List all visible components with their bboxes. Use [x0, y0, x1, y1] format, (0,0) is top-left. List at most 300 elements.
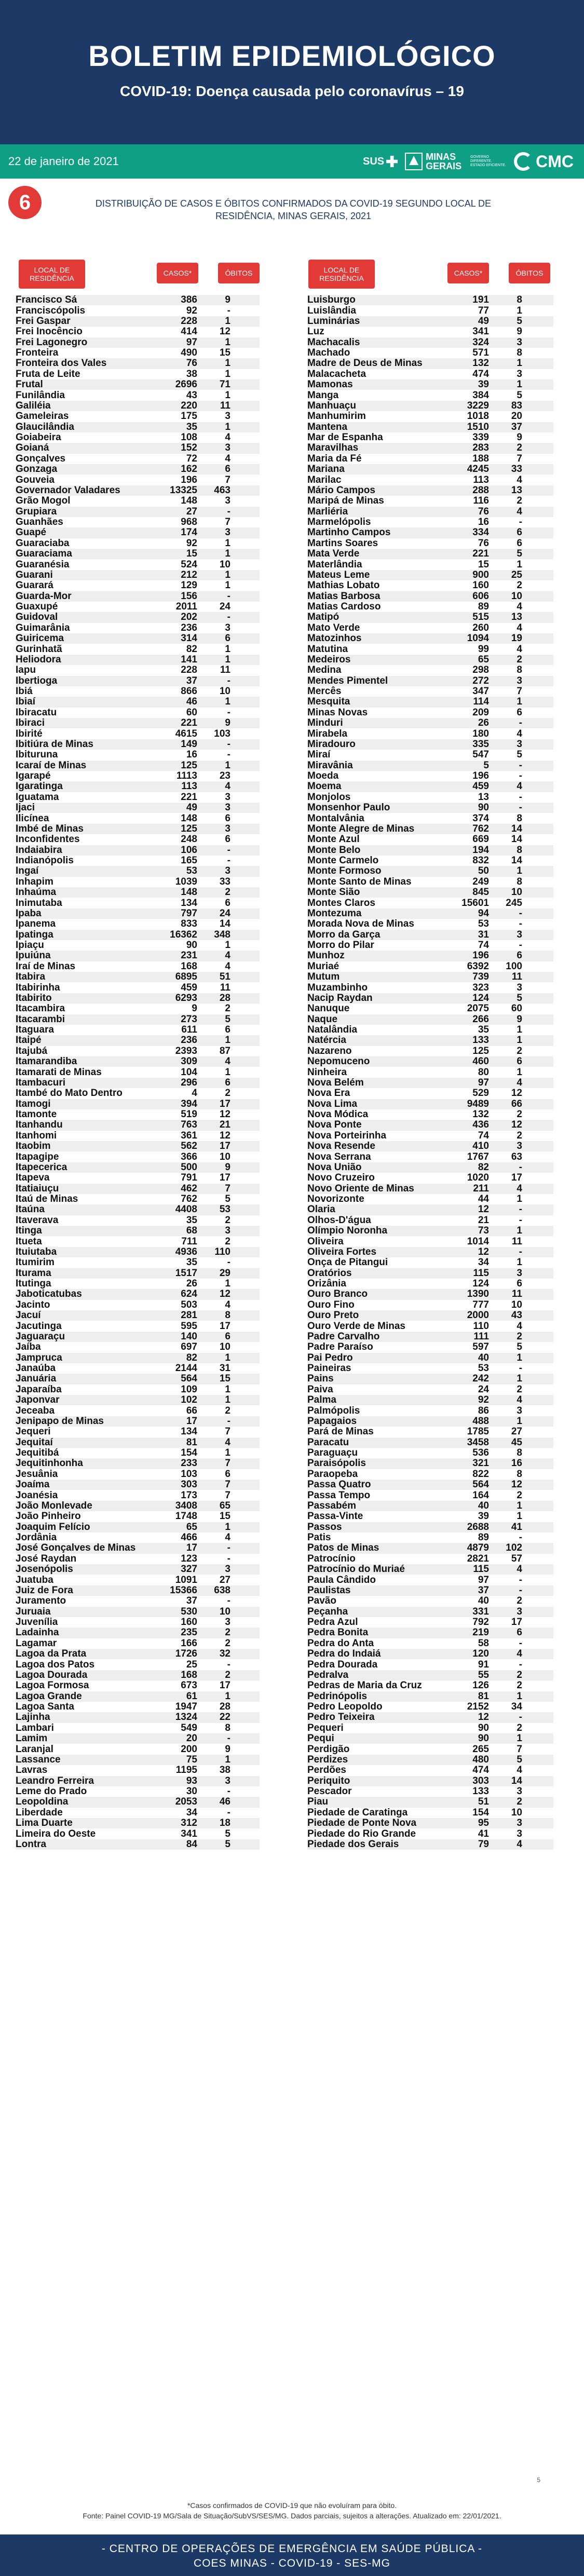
municipality-name: Guapé: [16, 527, 47, 538]
table-row: [16, 1691, 260, 1702]
table-row: [16, 972, 260, 982]
deaths-value: 19: [511, 633, 522, 644]
table-row: [16, 1702, 260, 1712]
footer-line-1: - CENTRO DE OPERAÇÕES DE EMERGÊNCIA EM SAÚDE PÚBLICA -: [101, 2543, 483, 2555]
table-row: [16, 1300, 260, 1310]
deaths-value: 41: [511, 1521, 522, 1533]
deaths-value: 4: [225, 960, 230, 972]
deaths-value: 17: [511, 1617, 522, 1628]
cases-value: 148: [181, 495, 197, 507]
municipality-name: Naque: [307, 1013, 338, 1025]
cases-value: 519: [181, 1109, 197, 1120]
municipality-name: Itueta: [16, 1236, 42, 1247]
municipality-name: Pains: [307, 1373, 334, 1385]
cases-value: 624: [181, 1289, 197, 1300]
deaths-value: 1: [225, 358, 230, 369]
municipality-name: Luisburgo: [307, 294, 356, 306]
cases-value: 2075: [467, 1003, 489, 1014]
cases-value: 76: [478, 506, 489, 517]
cases-value: 89: [478, 1532, 489, 1543]
municipality-name: Jacutinga: [16, 1320, 62, 1332]
municipality-name: Mar de Espanha: [307, 432, 383, 443]
cases-value: 132: [472, 1109, 489, 1120]
deaths-value: 5: [517, 749, 522, 761]
table-row: [307, 887, 553, 898]
cases-value: 149: [181, 738, 197, 750]
deaths-value: 45: [511, 1436, 522, 1448]
municipality-name: Maria da Fé: [307, 453, 362, 464]
cases-value: 968: [181, 517, 197, 528]
table-row: [307, 1575, 553, 1585]
cases-value: 1094: [467, 633, 489, 644]
table-row: [307, 845, 553, 856]
cases-value: 236: [181, 622, 197, 633]
deaths-value: -: [227, 855, 230, 866]
cases-value: 109: [181, 1384, 197, 1395]
cases-value: 26: [478, 717, 489, 729]
municipality-name: Monte Azul: [307, 834, 360, 845]
table-row: [16, 697, 260, 707]
table-row: [307, 644, 553, 654]
municipality-name: Jaboticatubas: [16, 1289, 82, 1300]
deaths-value: 2: [225, 1236, 230, 1247]
deaths-value: 15: [219, 347, 230, 359]
deaths-value: -: [227, 844, 230, 856]
municipality-name: Gonzaga: [16, 464, 58, 475]
cases-value: 20: [186, 1733, 197, 1744]
cases-value: 21: [478, 1214, 489, 1226]
cases-value: 288: [472, 484, 489, 496]
table-row: [16, 1078, 260, 1088]
table-row: [16, 1131, 260, 1141]
municipality-name: Itaguara: [16, 1024, 54, 1036]
municipality-name: Perdões: [307, 1765, 346, 1776]
header-casos-right: CASOS*: [447, 263, 489, 283]
table-row: [307, 1374, 553, 1384]
cases-value: 480: [472, 1754, 489, 1765]
table-row: [307, 1628, 553, 1638]
table-row: [16, 1638, 260, 1649]
deaths-value: 8: [517, 812, 522, 824]
table-row: [16, 549, 260, 559]
deaths-value: -: [519, 940, 522, 951]
deaths-value: 5: [517, 548, 522, 560]
cases-value: 460: [472, 1056, 489, 1067]
deaths-value: 18: [219, 1818, 230, 1829]
municipality-name: Itaú de Minas: [16, 1194, 78, 1205]
cases-value: 46: [186, 696, 197, 708]
cases-value: 347: [472, 686, 489, 697]
municipality-name: Minduri: [307, 717, 343, 729]
table-row: [307, 1596, 553, 1606]
deaths-value: 10: [511, 1807, 522, 1818]
cases-value: 272: [472, 675, 489, 686]
cases-value: 212: [181, 569, 197, 580]
deaths-value: 3: [225, 802, 230, 814]
municipality-name: Grupiara: [16, 506, 57, 517]
right-table: [307, 295, 553, 1850]
table-row: [16, 623, 260, 633]
table-row: [307, 485, 553, 496]
deaths-value: 2: [517, 1595, 522, 1607]
deaths-value: 1: [517, 1024, 522, 1036]
table-row: [16, 538, 260, 549]
table-row: [16, 676, 260, 686]
municipality-name: Matozinhos: [307, 633, 362, 644]
cases-value: 394: [181, 1098, 197, 1109]
municipality-name: Matutina: [307, 643, 348, 655]
cases-value: 154: [181, 1447, 197, 1459]
municipality-name: Paulistas: [307, 1584, 351, 1596]
deaths-value: 1: [225, 1394, 230, 1406]
deaths-value: -: [227, 590, 230, 602]
municipality-name: Madre de Deus de Minas: [307, 358, 423, 369]
deaths-value: 8: [517, 844, 522, 856]
table-row: [307, 1184, 553, 1194]
deaths-value: 6: [225, 1331, 230, 1342]
cases-value: 283: [472, 442, 489, 454]
municipality-name: Itinga: [16, 1225, 42, 1237]
municipality-name: Moeda: [307, 770, 339, 782]
table-row: [16, 1088, 260, 1099]
cases-value: 80: [478, 1066, 489, 1078]
table-row: [16, 1184, 260, 1194]
municipality-name: Ladainha: [16, 1627, 59, 1638]
deaths-value: 14: [511, 855, 522, 866]
municipality-name: Lagoa da Prata: [16, 1648, 87, 1660]
deaths-value: 6: [225, 1024, 230, 1036]
deaths-value: 1: [225, 1447, 230, 1459]
municipality-name: Paiva: [307, 1384, 333, 1395]
municipality-name: Nacip Raydan: [307, 992, 373, 1004]
municipality-name: Itaobim: [16, 1141, 51, 1152]
municipality-name: Lontra: [16, 1838, 47, 1850]
municipality-name: Ibiraci: [16, 717, 45, 729]
table-row: [16, 496, 260, 506]
deaths-value: 11: [220, 982, 230, 993]
table-row: [16, 1490, 260, 1500]
cases-value: 81: [186, 1436, 197, 1448]
deaths-value: 2: [225, 1088, 230, 1099]
table-row: [307, 538, 553, 549]
table-row: [307, 1839, 553, 1850]
cases-value: 37: [186, 675, 197, 686]
table-row: [16, 1215, 260, 1226]
cases-value: 331: [472, 1606, 489, 1617]
table-row: [16, 474, 260, 485]
deaths-value: 2: [225, 887, 230, 898]
deaths-value: 87: [219, 1045, 230, 1056]
table-row: [16, 1141, 260, 1151]
municipality-name: Palmópolis: [307, 1405, 360, 1416]
municipality-name: Lavras: [16, 1765, 48, 1776]
table-row: [307, 443, 553, 453]
deaths-value: 2: [517, 1045, 522, 1056]
cases-value: 55: [478, 1669, 489, 1680]
deaths-value: -: [519, 1659, 522, 1670]
deaths-value: 6: [517, 537, 522, 549]
deaths-value: 3: [517, 368, 522, 379]
municipality-name: Onça de Pitangui: [307, 1257, 388, 1268]
table-row: [307, 1691, 553, 1702]
table-row: [307, 1765, 553, 1775]
cases-value: 236: [181, 1035, 197, 1046]
cases-value: 30: [186, 1786, 197, 1797]
table-row: [16, 856, 260, 866]
deaths-value: 6: [225, 464, 230, 475]
table-row: [16, 898, 260, 908]
cases-value: 15601: [461, 897, 489, 909]
municipality-name: Nanuque: [307, 1003, 350, 1014]
cases-value: 597: [472, 1341, 489, 1353]
deaths-value: 1: [225, 1521, 230, 1533]
deaths-value: 4: [225, 453, 230, 464]
cases-value: 39: [478, 379, 489, 390]
table-row: [307, 824, 553, 834]
municipality-name: Jampruca: [16, 1352, 62, 1363]
deaths-value: 2: [517, 1384, 522, 1395]
deaths-value: 4: [517, 601, 522, 613]
deaths-value: 2: [517, 580, 522, 591]
deaths-value: 4: [225, 1056, 230, 1067]
footnote-cases: *Casos confirmados de COVID-19 que não evoluíram para óbito.: [187, 2501, 397, 2510]
municipality-name: Malacacheta: [307, 368, 366, 379]
municipality-name: Orizânia: [307, 1278, 346, 1290]
municipality-name: Ibitiúra de Minas: [16, 738, 93, 750]
deaths-value: 11: [220, 665, 230, 676]
table-row: [307, 1490, 553, 1500]
municipality-name: Monte Alegre de Minas: [307, 823, 415, 834]
municipality-name: Minas Novas: [307, 707, 368, 718]
cmc-circle-icon: [514, 152, 533, 171]
table-row: [16, 379, 260, 390]
municipality-name: Lagoa Santa: [16, 1701, 74, 1713]
cases-value: 25: [186, 1659, 197, 1670]
municipality-name: Patis: [307, 1532, 331, 1543]
deaths-value: 7: [517, 453, 522, 464]
cases-value: 125: [181, 760, 197, 771]
deaths-value: 2: [517, 1489, 522, 1501]
cases-value: 37: [478, 1584, 489, 1596]
table-row: [307, 930, 553, 940]
cases-value: 16: [478, 517, 489, 528]
municipality-name: Paraisópolis: [307, 1458, 366, 1469]
deaths-value: -: [519, 760, 522, 771]
deaths-value: 17: [219, 1680, 230, 1691]
table-row: [16, 1056, 260, 1067]
table-row: [307, 1828, 553, 1839]
deaths-value: 51: [219, 971, 230, 983]
deaths-value: -: [227, 1553, 230, 1564]
deaths-value: 6: [517, 707, 522, 718]
cases-value: 17: [186, 1415, 197, 1427]
table-row: [16, 993, 260, 1004]
table-row: [16, 390, 260, 400]
header-local-left: LOCAL DE RESIDÊNCIA: [19, 260, 85, 289]
cases-value: 1510: [467, 421, 489, 432]
municipality-name: Itanhomi: [16, 1130, 57, 1141]
deaths-value: 4: [517, 1394, 522, 1406]
table-row: [16, 877, 260, 887]
table-row: [307, 708, 553, 718]
cases-value: 17: [186, 1542, 197, 1554]
cases-value: 90: [478, 802, 489, 814]
municipality-name: Pedralva: [307, 1669, 349, 1680]
table-row: [307, 422, 553, 432]
municipality-name: Patrocínio: [307, 1553, 356, 1564]
municipality-name: Frei Gaspar: [16, 315, 71, 327]
cases-value: 298: [472, 665, 489, 676]
table-row: [307, 1289, 553, 1299]
cases-value: 133: [472, 1035, 489, 1046]
deaths-value: 28: [219, 1701, 230, 1713]
deaths-value: 20: [511, 411, 522, 422]
table-row: [307, 1649, 553, 1659]
municipality-name: Guaxupé: [16, 601, 58, 613]
table-row: [307, 1046, 553, 1056]
deaths-value: 10: [219, 1606, 230, 1617]
municipality-name: Lagoa Grande: [16, 1690, 82, 1702]
cases-value: 4408: [175, 1204, 197, 1215]
municipality-name: Indaiabira: [16, 844, 62, 856]
table-row: [307, 1786, 553, 1797]
deaths-value: 3: [225, 823, 230, 834]
table-row: [16, 750, 260, 760]
cases-value: 524: [181, 559, 197, 570]
deaths-value: 63: [511, 1151, 522, 1162]
deaths-value: 33: [511, 464, 522, 475]
municipality-name: Icaraí de Minas: [16, 760, 87, 771]
municipality-name: Pavão: [307, 1595, 336, 1607]
deaths-value: -: [519, 517, 522, 528]
municipality-name: Natércia: [307, 1035, 346, 1046]
table-row: [16, 1046, 260, 1056]
table-row: [307, 295, 553, 305]
municipality-name: Olaria: [307, 1204, 335, 1215]
municipality-name: Passa-Vinte: [307, 1511, 363, 1522]
cases-value: 129: [181, 580, 197, 591]
table-row: [307, 1617, 553, 1628]
deaths-value: 1: [517, 1194, 522, 1205]
municipality-name: Monsenhor Paulo: [307, 802, 390, 814]
table-row: [16, 602, 260, 612]
municipality-name: Pequeri: [307, 1722, 344, 1733]
municipality-name: Pedrinópolis: [307, 1690, 368, 1702]
deaths-value: 2: [517, 1796, 522, 1808]
deaths-value: -: [227, 707, 230, 718]
municipality-name: Pará de Minas: [307, 1426, 374, 1438]
municipality-name: Pedra do Anta: [307, 1637, 374, 1649]
municipality-name: Lassance: [16, 1754, 61, 1765]
deaths-value: 10: [219, 559, 230, 570]
municipality-name: Nova União: [307, 1161, 362, 1173]
deaths-value: 5: [517, 1754, 522, 1765]
municipality-name: Joaquim Felício: [16, 1521, 90, 1533]
table-row: [16, 422, 260, 432]
cases-value: 3229: [467, 400, 489, 411]
deaths-value: 5: [225, 1013, 230, 1025]
table-row: [16, 930, 260, 940]
deaths-value: 1: [225, 1066, 230, 1078]
deaths-value: 24: [219, 601, 230, 613]
table-row: [16, 1067, 260, 1077]
municipality-name: Juatuba: [16, 1574, 53, 1585]
deaths-value: 3: [517, 675, 522, 686]
municipality-name: Piedade do Rio Grande: [307, 1828, 416, 1839]
deaths-value: 6: [517, 1627, 522, 1638]
deaths-value: 37: [511, 421, 522, 432]
table-row: [16, 369, 260, 379]
table-row: [307, 898, 553, 908]
cases-value: 175: [181, 411, 197, 422]
table-row: [307, 474, 553, 485]
cases-value: 490: [181, 347, 197, 359]
municipality-name: Monte Formoso: [307, 865, 382, 877]
municipality-name: Novo Cruzeiro: [307, 1172, 375, 1184]
municipality-name: Morada Nova de Minas: [307, 918, 414, 930]
cases-value: 134: [181, 897, 197, 909]
deaths-value: 9: [225, 717, 230, 729]
table-row: [307, 1120, 553, 1130]
cases-value: 833: [181, 918, 197, 930]
municipality-name: Josenópolis: [16, 1564, 73, 1575]
deaths-value: 2: [517, 442, 522, 454]
municipality-name: Muzambinho: [307, 982, 368, 993]
municipality-name: Mutum: [307, 971, 340, 983]
table-row: [16, 1268, 260, 1279]
cases-value: 90: [186, 940, 197, 951]
footnote-source: Fonte: Painel COVID-19 MG/Sala de Situação/SubVS/SES/MG. Dados parciais, sujeitos a alterações. Atualizado em: 22/01/2021.: [83, 2512, 501, 2520]
deaths-value: 3: [225, 1775, 230, 1786]
cases-value: 459: [472, 781, 489, 792]
table-row: [16, 1279, 260, 1289]
deaths-value: 1: [225, 1384, 230, 1395]
plus-icon: [386, 156, 398, 167]
deaths-value: 1: [225, 696, 230, 708]
municipality-name: Munhoz: [307, 950, 345, 961]
table-row: [307, 1226, 553, 1236]
municipality-name: Itabirito: [16, 992, 52, 1004]
cases-value: 1726: [175, 1648, 197, 1660]
deaths-value: 5: [517, 1341, 522, 1353]
municipality-name: Mesquita: [307, 696, 350, 708]
cases-value: 414: [181, 326, 197, 337]
municipality-name: Japonvar: [16, 1394, 60, 1406]
deaths-value: 17: [511, 1172, 522, 1184]
municipality-name: Pescador: [307, 1786, 352, 1797]
cases-value: 273: [181, 1013, 197, 1025]
cases-value: 34: [186, 1807, 197, 1818]
cases-value: 697: [181, 1341, 197, 1353]
cases-value: 148: [181, 812, 197, 824]
cases-value: 2821: [467, 1553, 489, 1564]
cases-value: 164: [472, 1489, 489, 1501]
table-row: [16, 1162, 260, 1173]
deaths-value: 7: [225, 1183, 230, 1194]
deaths-value: 4: [517, 1320, 522, 1332]
cases-value: 196: [472, 950, 489, 961]
municipality-name: Leandro Ferreira: [16, 1775, 94, 1786]
deaths-value: 3: [517, 982, 522, 993]
municipality-name: Iraí de Minas: [16, 960, 76, 972]
table-row: [16, 1808, 260, 1818]
table-row: [307, 1025, 553, 1035]
cases-value: 174: [181, 527, 197, 538]
deaths-value: 53: [219, 1204, 230, 1215]
table-row: [16, 1247, 260, 1257]
cases-value: 4245: [467, 464, 489, 475]
municipality-name: Nova Porteirinha: [307, 1130, 387, 1141]
